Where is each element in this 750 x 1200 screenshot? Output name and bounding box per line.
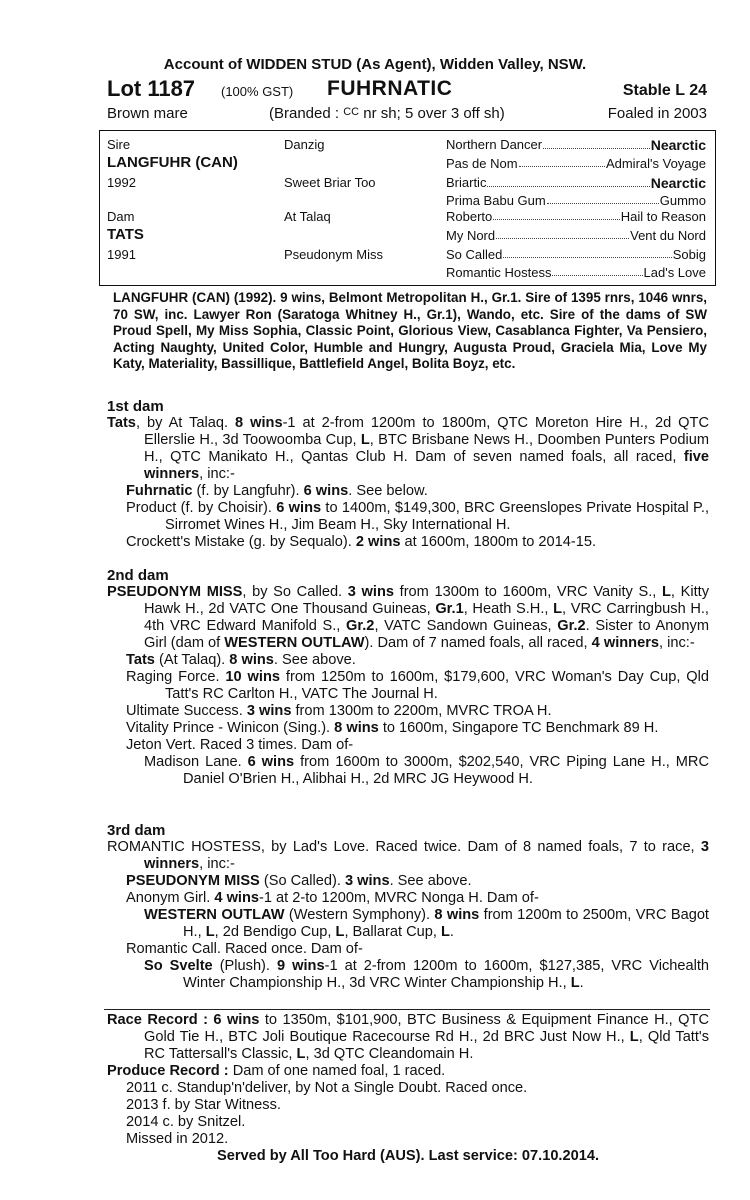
produce-item: [107, 483, 709, 500]
race-record: [107, 1012, 709, 1063]
text-run: , Qld Tatt's RC Tattersall's Classic,: [144, 1029, 709, 1062]
g3-row: [446, 137, 706, 153]
text-run: , Ballarat Cup,: [344, 924, 441, 940]
g3-sire: Nearctic: [650, 175, 706, 191]
text-run: from 1200m to 2500m, VRC Bagot H.,: [183, 907, 709, 940]
bold-text: L: [629, 1029, 639, 1045]
g3-name: Pas de Nom: [446, 156, 518, 171]
produce-list: [107, 652, 709, 788]
dam-description: [107, 839, 709, 873]
produce-item: [107, 703, 709, 720]
text-run: Madison Lane.: [144, 754, 248, 770]
section-heading: 3rd dam: [107, 822, 166, 839]
dam-year: 1991: [107, 247, 136, 262]
bold-text: 8 wins: [434, 907, 480, 923]
text-run: (f. by Langfuhr).: [192, 483, 304, 499]
bold-text: Race Record : 6 wins: [107, 1012, 260, 1028]
first-dam-section: [107, 398, 709, 551]
text-run: to 1400m, $149,300, BRC Greenslopes Private Hospital P., Sirromet Wines H., Jim Beam H., Sky International H.: [165, 500, 709, 533]
text-run: . Sister to Anonym Girl (dam of: [144, 618, 709, 651]
produce-item: [107, 669, 709, 703]
text-run: from 1250m to 1600m, $179,600, VRC Woman's Day Cup, Qld Tatt's RC Carlton H., VATC The Journal H.: [165, 669, 710, 702]
bold-text: 4 wins: [214, 890, 260, 906]
brand-mark: CC: [343, 106, 360, 118]
grand-produce-item: [107, 958, 709, 992]
bold-text: L: [296, 1046, 306, 1062]
bold-text: 6 wins: [247, 754, 295, 770]
produce-item: [107, 652, 709, 669]
section-heading: 1st dam: [107, 398, 164, 415]
text-run: . See above.: [273, 652, 356, 668]
text-run: (At Talaq).: [154, 652, 230, 668]
grand-produce-item: [107, 907, 709, 941]
produce-record-list: [107, 1080, 709, 1148]
text-run: , Kitty Hawk H., 2d VATC One Thousand Guineas,: [144, 584, 710, 617]
text-run: (Western Symphony).: [284, 907, 435, 923]
g3-name: So Called: [446, 247, 503, 262]
text-run: , BTC Brisbane News H., Doomben Punters Podium H., QTC Manikato H., Qantas Club H. Dam of seven named foals, all raced,: [144, 432, 710, 465]
text-run: from 1600m to 3000m, $202,540, VRC Piping Lane H., MRC Daniel O'Brien H., Alibhai H., 2d MRC JG Heywood H.: [183, 754, 710, 787]
produce-record-line: Missed in 2012.: [126, 1131, 229, 1147]
text-run: Jeton Vert. Raced 3 times. Dam of-: [126, 737, 354, 753]
third-dam-section: [107, 822, 709, 992]
bold-text: 3 wins: [246, 703, 292, 719]
produce-list: [107, 483, 709, 551]
produce-record-line: 2011 c. Standup'n'deliver, by Not a Single Doubt. Raced once.: [126, 1080, 528, 1096]
g3-name: Briartic: [446, 175, 487, 190]
g3-row: [446, 209, 706, 224]
produce-item: [107, 500, 709, 534]
text-run: , inc:-: [199, 856, 235, 872]
sire-label: Sire: [107, 137, 131, 152]
text-run: , Heath S.H.,: [463, 601, 554, 617]
text-run: to 1600m, Singapore TC Benchmark 89 H.: [378, 720, 659, 736]
granddam-maternal: Pseudonym Miss: [284, 247, 383, 262]
text-run: . See below.: [348, 483, 428, 499]
text-run: Raging Force.: [126, 669, 226, 685]
text-run: .: [449, 924, 454, 940]
text-run: Vitality Prince - Winicon (Sing.).: [126, 720, 335, 736]
bold-text: 9 wins: [277, 958, 325, 974]
bold-text: L: [662, 584, 671, 600]
dot-leader: [519, 156, 605, 167]
gst-note: (100% GST): [221, 84, 294, 99]
produce-record-label: Produce Record :: [107, 1063, 229, 1079]
dot-leader: [547, 193, 659, 204]
granddam-paternal: Sweet Briar Too: [284, 175, 376, 190]
produce-item: [107, 941, 709, 958]
text-run: , 2d Bendigo Cup,: [214, 924, 336, 940]
g3-name: Prima Babu Gum: [446, 193, 546, 208]
pedigree-table: [99, 130, 716, 286]
g3-row: [446, 265, 706, 280]
dot-leader: [543, 137, 650, 149]
sire-year: 1992: [107, 175, 136, 190]
text-run: ROMANTIC HOSTESS, by Lad's Love. Raced twice. Dam of 8 named foals, 7 to race,: [107, 839, 701, 855]
bold-text: 6 wins: [276, 500, 322, 516]
bold-text: five winners: [144, 449, 709, 482]
bold-text: 8 wins: [334, 720, 379, 736]
grandsire-paternal: Danzig: [284, 137, 325, 152]
text-run: at 1600m, 1800m to 2014-15.: [400, 534, 597, 550]
g3-sire: Hail to Reason: [620, 209, 706, 224]
produce-record-text: Dam of one named foal, 1 raced.: [228, 1063, 446, 1079]
g3-row: [446, 228, 706, 243]
dot-leader: [496, 228, 629, 239]
dam-description: [107, 584, 709, 652]
produce-record: [107, 1063, 709, 1080]
produce-item: [107, 890, 709, 907]
bold-text: 10 wins: [225, 669, 280, 685]
produce-item: [107, 534, 709, 551]
dam-name: TATS: [107, 226, 144, 243]
dot-leader: [552, 265, 642, 276]
text-run: ). Dam of 7 named foals, all raced,: [364, 635, 592, 651]
bold-text: 2 wins: [355, 534, 401, 550]
dot-leader: [493, 209, 619, 220]
bold-text: L: [335, 924, 345, 940]
bold-text: Gr.2: [346, 618, 375, 634]
text-run: Romantic Call. Raced once. Dam of-: [126, 941, 363, 957]
g3-sire: Nearctic: [650, 137, 706, 153]
text-run: . See above.: [389, 873, 472, 889]
text-run: Crockett's Mistake (g. by Sequalo).: [126, 534, 356, 550]
produce-item: [107, 737, 709, 754]
horse-sex-colour: Brown mare: [107, 105, 188, 122]
brand-description: [269, 105, 505, 122]
text-run: , by So Called.: [242, 584, 348, 600]
g3-row: [446, 193, 706, 208]
bold-text: L: [440, 924, 450, 940]
grand-produce-item: [107, 754, 709, 788]
bold-text: 8 wins: [229, 652, 274, 668]
g3-sire: Vent du Nord: [630, 228, 706, 243]
foaled-year: Foaled in 2003: [607, 105, 707, 122]
dot-leader: [487, 175, 649, 187]
g3-sire: Sobig: [672, 247, 706, 262]
text-run: (So Called).: [259, 873, 345, 889]
bold-text: 3 wins: [347, 584, 394, 600]
text-run: -1 at 2-from 1200m to 1600m, $127,385, VRC Vichealth Winter Championship H., 3d VRC Winter Championship H.,: [183, 958, 710, 991]
bold-text: WESTERN OUTLAW: [144, 907, 285, 923]
g3-row: [446, 156, 706, 171]
bold-text: PSEUDONYM MISS: [126, 873, 260, 889]
sire-name: LANGFUHR (CAN): [107, 154, 238, 171]
text-run: -1 at 2-to 1200m, MVRC Nonga H. Dam of-: [259, 890, 539, 906]
bold-text: 3 winners: [144, 839, 709, 872]
bold-text: 3 wins: [344, 873, 390, 889]
dam-description: [107, 415, 709, 483]
bold-text: PSEUDONYM MISS: [107, 584, 243, 600]
produce-record-line: 2013 f. by Star Witness.: [126, 1097, 281, 1113]
stable-location: Stable L 24: [622, 82, 707, 99]
g3-row: [446, 175, 706, 191]
g3-row: [446, 247, 706, 262]
text-run: from 1300m to 2200m, MVRC TROA H.: [291, 703, 552, 719]
grandsire-maternal: At Talaq: [284, 209, 331, 224]
records-section: [107, 1012, 709, 1165]
g3-name: Northern Dancer: [446, 137, 543, 152]
text-run: , by At Talaq.: [135, 415, 236, 431]
bold-text: 4 winners: [591, 635, 659, 651]
vendor-account: Account of WIDDEN STUD (As Agent), Widden Valley, NSW.: [163, 56, 587, 73]
g3-name: My Nord: [446, 228, 496, 243]
dot-leader: [503, 247, 671, 258]
text-run: .: [579, 975, 584, 991]
bold-text: L: [553, 601, 563, 617]
text-run: , 3d QTC Cleandomain H.: [305, 1046, 474, 1062]
text-run: Product (f. by Choisir).: [126, 500, 277, 516]
dam-label: Dam: [107, 209, 135, 224]
text-run: from 1300m to 1600m, VRC Vanity S.,: [393, 584, 662, 600]
text-run: -1 at 2-from 1200m to 1800m, QTC Moreton Hire H., 2d QTC Ellerslie H., 3d Toowoomba Cup,: [144, 415, 709, 448]
brand-suffix: nr sh; 5 over 3 off sh): [363, 105, 505, 122]
g3-sire: Gummo: [659, 193, 706, 208]
g3-sire: Admiral's Voyage: [605, 156, 706, 171]
produce-record-line: 2014 c. by Snitzel.: [126, 1114, 246, 1130]
lot-number: Lot 1187: [107, 76, 196, 101]
bold-text: Gr.2: [557, 618, 586, 634]
bold-text: Tats: [126, 652, 155, 668]
text-run: (Plush).: [212, 958, 277, 974]
divider: [104, 1009, 710, 1010]
bold-text: Fuhrnatic: [126, 483, 193, 499]
service-note: Served by All Too Hard (AUS). Last service: 07.10.2014.: [216, 1148, 600, 1164]
brand-prefix: (Branded :: [269, 105, 340, 122]
bold-text: L: [205, 924, 215, 940]
text-run: , inc:-: [199, 466, 235, 482]
text-run: , VRC Carringbush H., 4th VRC Edward Manifold S.,: [144, 601, 709, 634]
bold-text: WESTERN OUTLAW: [224, 635, 365, 651]
second-dam-section: [107, 567, 709, 788]
g3-name: Roberto: [446, 209, 493, 224]
text-run: , VATC Sandown Guineas,: [374, 618, 558, 634]
g3-sire: Lad's Love: [643, 265, 706, 280]
produce-item: [107, 873, 709, 890]
sire-summary: LANGFUHR (CAN) (1992). 9 wins, Belmont Metropolitan H., Gr.1. Sire of 1395 rnrs, 1046 wnrs, 70 SW, inc. Lawyer Ron (Saratoga Whitney H., Gr.1), Wando, etc. Sire of the dams of SW Proud Spell, My Miss Sophia, Classic Point, Glorious View, Casablanca Fighter, Va Pensiero, Acting Naughty, United Color, Humble and Hungry, Augusta Proud, Graciela Mia, Love My Katy, Materiality, Bassillique, Battlefield Angel, Bolita Boyz, etc.: [113, 290, 707, 371]
lot-line: [107, 76, 707, 102]
bold-text: L: [570, 975, 580, 991]
bold-text: L: [360, 432, 370, 448]
horse-name: FUHRNATIC: [327, 77, 453, 100]
text-run: , inc:-: [659, 635, 695, 651]
section-heading: 2nd dam: [107, 567, 169, 584]
text-run: to 1350m, $101,900, BTC Business & Equipment Finance H., QTC Gold Tie H., BTC Joli Boutique Racecourse Rd H., 2d BRC Just Now H.,: [144, 1012, 709, 1045]
bold-text: Tats: [107, 415, 136, 431]
produce-item: [107, 720, 709, 737]
g3-name: Romantic Hostess: [446, 265, 552, 280]
text-run: Anonym Girl.: [126, 890, 215, 906]
bold-text: Gr.1: [435, 601, 464, 617]
produce-list: [107, 873, 709, 992]
bold-text: So Svelte: [144, 958, 213, 974]
bold-text: 6 wins: [303, 483, 349, 499]
bold-text: 8 wins: [235, 415, 283, 431]
text-run: Ultimate Success.: [126, 703, 247, 719]
